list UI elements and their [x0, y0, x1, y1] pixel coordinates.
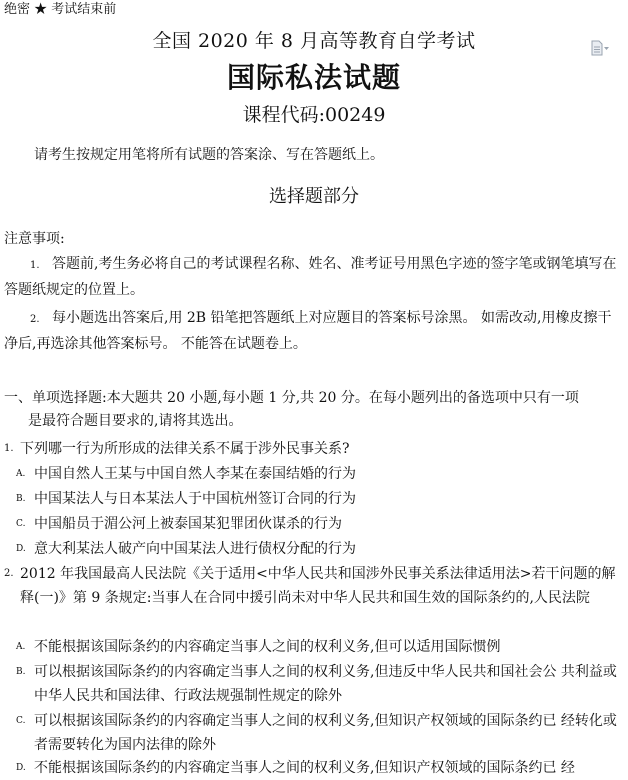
option-text: 中国自然人王某与中国自然人李某在泰国结婚的行为 — [34, 466, 356, 482]
option-item — [16, 537, 622, 561]
option-text: 中国某法人与日本某法人于中国杭州签订合同的行为 — [34, 491, 356, 507]
note-number: 1. — [30, 260, 40, 271]
part-one-line: 是最符合题目要求的,请将其选出。 — [28, 413, 243, 429]
option-letter: D. — [16, 544, 26, 554]
option-item — [16, 512, 622, 536]
option-item — [16, 709, 622, 757]
option-item — [16, 635, 622, 659]
note-item — [4, 252, 622, 303]
option-letter: A. — [16, 642, 26, 652]
option-item — [16, 462, 622, 486]
option-item — [16, 756, 622, 780]
note-text: 答题前,考生务必将自己的考试课程名称、姓名、准考证号用黑色字迹的签字笔或钢笔填写在答题纸规定的位置上。 — [4, 256, 617, 298]
option-letter: A. — [16, 469, 26, 479]
option-text: 不能根据该国际条约的内容确定当事人之间的权利义务,但可以适用国际惯例 — [34, 639, 501, 655]
question-2 — [4, 562, 622, 610]
option-letter: B. — [16, 494, 26, 504]
part-one-heading — [4, 387, 622, 433]
note-item — [4, 306, 622, 357]
note-number: 2. — [30, 314, 40, 325]
option-letter: C. — [16, 519, 26, 529]
option-text: 可以根据该国际条约的内容确定当事人之间的权利义务,但违反中华人民共和国社会公 共利益或中华人民共和国法律、行政法规强制性规定的除外 — [34, 664, 617, 704]
option-letter: B. — [16, 667, 26, 677]
page-title: 国际私法试题 — [226, 61, 401, 94]
part-one-line: 一、单项选择题:本大题共 20 小题,每小题 1 分,共 20 分。在每小题列出的备选项中只有一项 — [4, 390, 579, 406]
answer-instruction: 请考生按规定用笔将所有试题的答案涂、写在答题纸上。 — [34, 147, 384, 163]
note-text: 每小题选出答案后,用 2B 铅笔把答题纸上对应题目的答案标号涂黑。 如需改动,用橡皮擦干净后,再选涂其他答案标号。 不能答在试题卷上。 — [4, 310, 612, 352]
course-code: 课程代码:00249 — [242, 104, 386, 126]
question-number: 1. — [4, 443, 14, 454]
option-item — [16, 660, 622, 708]
option-text: 意大利某法人破产向中国某法人进行债权分配的行为 — [34, 541, 356, 557]
option-item — [16, 487, 622, 511]
option-letter: D. — [16, 763, 26, 773]
option-text: 中国船员于湄公河上被泰国某犯罪团伙谋杀的行为 — [34, 516, 342, 532]
option-letter: C. — [16, 716, 26, 726]
option-text: 不能根据该国际条约的内容确定当事人之间的权利义务,但知识产权领域的国际条约已 经 — [34, 760, 575, 776]
question-text: 下列哪一行为所形成的法律关系不属于涉外民事关系? — [20, 441, 350, 457]
option-text: 可以根据该国际条约的内容确定当事人之间的权利义务,但知识产权领域的国际条约已 经转化或者需要转化为国内法律的除外 — [34, 713, 617, 753]
exam-session-line: 全国 2020 年 8 月高等教育自学考试 — [152, 30, 476, 52]
confidential-mark: 绝密 ★ 考试结束前 — [4, 2, 117, 17]
question-1 — [4, 437, 622, 461]
question-number: 2. — [4, 568, 14, 579]
section-title: 选择题部分 — [269, 186, 359, 207]
notes-title: 注意事项: — [4, 231, 65, 247]
question-text: 2012 年我国最高人民法院《关于适用<中华人民共和国涉外民事关系法律适用法>若干问题的解释(一)》第 9 条规定:当事人在合同中援引尚未对中华人民共和国生效的国际条约的,人民法院 — [20, 566, 616, 606]
